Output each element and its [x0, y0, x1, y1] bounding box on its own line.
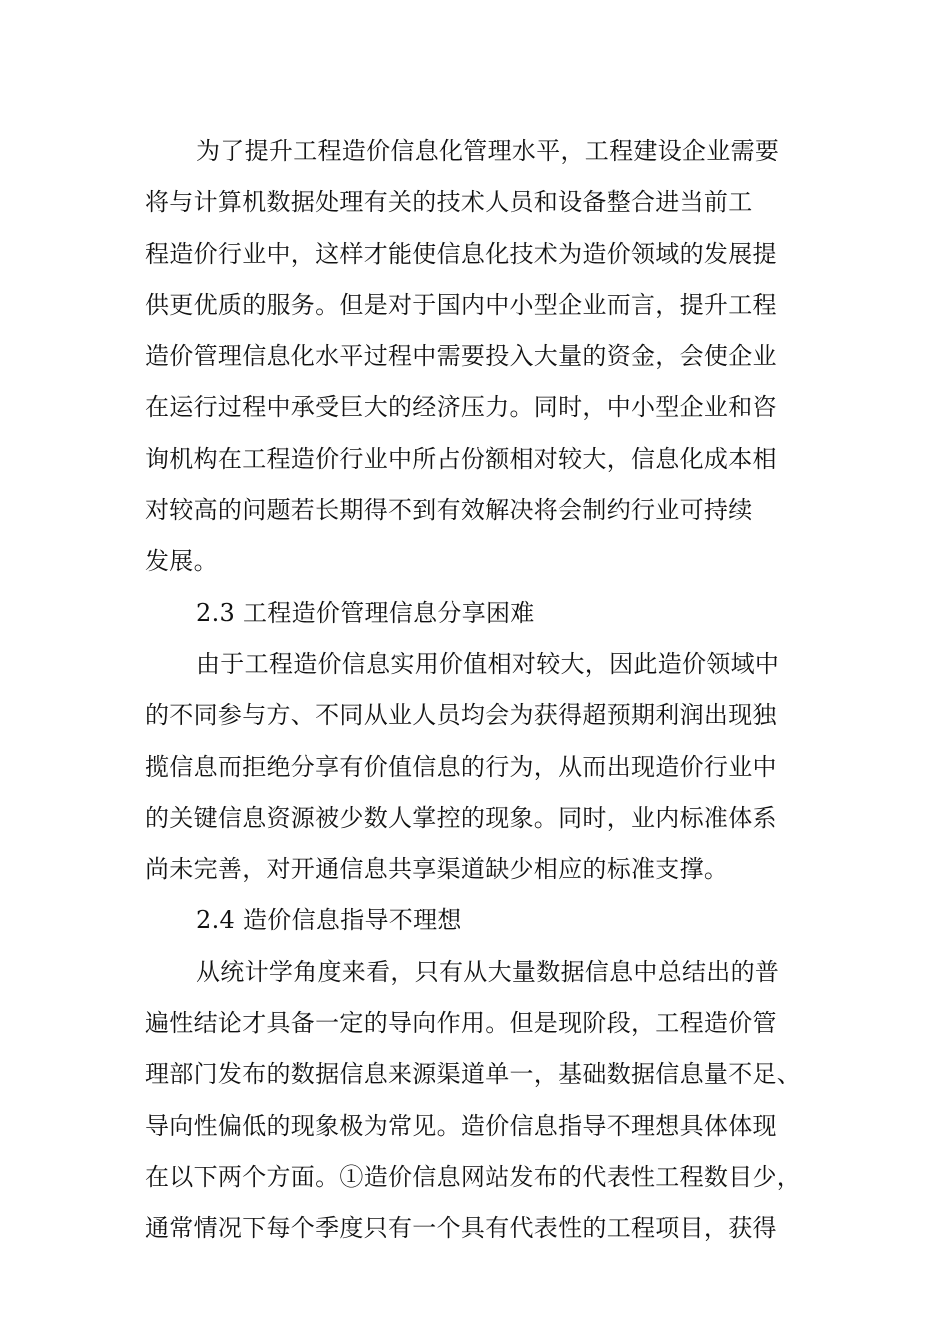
text-line: 遍性结论才具备一定的导向作用。但是现阶段，工程造价管 [145, 1009, 777, 1038]
text-line: 对较高的问题若长期得不到有效解决将会制约行业可持续 [145, 496, 753, 525]
text-line: 揽信息而拒绝分享有价值信息的行为，从而出现造价行业中 [145, 752, 777, 781]
text-line: 的不同参与方、不同从业人员均会为获得超预期利润出现独 [145, 701, 777, 730]
text-line: 将与计算机数据处理有关的技术人员和设备整合进当前工 [145, 188, 753, 217]
text-line: 供更优质的服务。但是对于国内中小型企业而言，提升工程 [145, 290, 777, 319]
text-line: 造价管理信息化水平过程中需要投入大量的资金，会使企业 [145, 342, 777, 371]
text-line: 程造价行业中，这样才能使信息化技术为造价领域的发展提 [145, 239, 777, 268]
document-body [145, 126, 825, 1255]
text-line: 为了提升工程造价信息化管理水平，工程建设企业需要 [196, 137, 780, 165]
text-line: 导向性偏低的现象极为常见。造价信息指导不理想具体体现 [145, 1111, 777, 1140]
text-line: 的关键信息资源被少数人掌控的现象。同时，业内标准体系 [145, 803, 777, 832]
text-line: 发展。 [145, 547, 218, 576]
text-line: 理部门发布的数据信息来源渠道单一，基础数据信息量不足、 [145, 1060, 802, 1089]
text-line: 在运行过程中承受巨大的经济压力。同时，中小型企业和咨 [145, 393, 777, 422]
section-heading: 2.4 造价信息指导不理想 [196, 906, 462, 935]
text-line: 从统计学角度来看，只有从大量数据信息中总结出的普 [196, 957, 780, 986]
section-heading: 2.3 工程造价管理信息分享困难 [196, 598, 535, 627]
text-line: 通常情况下每个季度只有一个具有代表性的工程项目，获得 [145, 1214, 777, 1243]
text-line: 询机构在工程造价行业中所占份额相对较大，信息化成本相 [145, 444, 777, 473]
text-line: 尚未完善，对开通信息共享渠道缺少相应的标准支撑。 [145, 855, 729, 884]
text-line: 在以下两个方面。①造价信息网站发布的代表性工程数目少， [145, 1162, 802, 1191]
text-line: 由于工程造价信息实用价值相对较大，因此造价领域中 [196, 649, 780, 678]
